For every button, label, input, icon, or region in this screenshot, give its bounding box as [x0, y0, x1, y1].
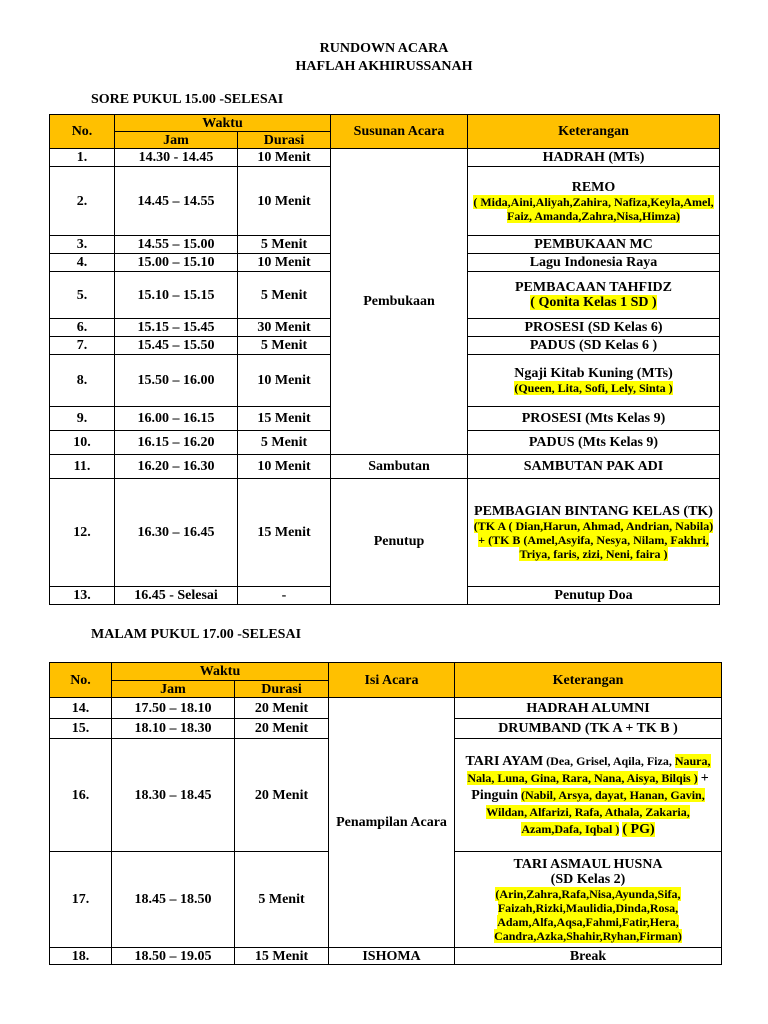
header-keterangan: Keterangan [455, 663, 722, 698]
schedule-table-malam [49, 662, 722, 965]
row-durasi: 5 Menit [238, 272, 331, 319]
row-keterangan [468, 272, 720, 319]
row-durasi: 5 Menit [235, 852, 329, 948]
row-durasi: 10 Menit [238, 149, 331, 167]
performer-names-text: (TK A ( Dian,Harun, Ahmad, Andrian, Nabila) + (TK B (Amel,Asyifa, Nesya, Nilam, Fakhri, Triya, faris, zizi, Neni, faira ) [473, 519, 714, 561]
row-durasi: 20 Menit [235, 739, 329, 852]
row-keterangan [468, 167, 720, 236]
row-durasi: 15 Menit [238, 407, 331, 431]
row-durasi: 5 Menit [238, 431, 331, 455]
row-keterangan [468, 355, 720, 407]
row-jam: 16.15 – 16.20 [115, 431, 238, 455]
group-ishoma: ISHOMA [329, 948, 455, 965]
row-durasi: 10 Menit [238, 355, 331, 407]
schedule-table-sore [49, 114, 720, 605]
row-keterangan: HADRAH ALUMNI [455, 698, 722, 719]
row-no: 3. [50, 236, 115, 254]
row-no: 11. [50, 455, 115, 479]
row-keterangan: PROSESI (SD Kelas 6) [468, 319, 720, 337]
row-no: 7. [50, 337, 115, 355]
header-durasi: Durasi [238, 132, 331, 149]
row-ket-title: TARI AYAM [465, 753, 544, 769]
table-row [50, 479, 720, 587]
row-no: 4. [50, 254, 115, 272]
section-title-malam: MALAM PUKUL 17.00 -SELESAI [91, 627, 302, 642]
row-keterangan: Break [455, 948, 722, 965]
performer-names [470, 295, 717, 310]
performer-names-2: Naura, Nala, Luna, Gina, Rara, Nana, Aisya, Bilqis ) [467, 753, 711, 785]
row-jam: 17.50 – 18.10 [112, 698, 235, 719]
row-no: 14. [50, 698, 112, 719]
row-no: 12. [50, 479, 115, 587]
row-durasi: 15 Menit [235, 948, 329, 965]
performer-names-text: ( Mida,Aini,Aliyah,Zahira, Nafiza,Keyla,Amel, Faiz, Amanda,Zahra,Nisa,Himza) [473, 194, 714, 223]
document-title-line1: RUNDOWN ACARA [319, 41, 449, 56]
row-durasi: 20 Menit [235, 698, 329, 719]
row-durasi: 15 Menit [238, 479, 331, 587]
row-no: 18. [50, 948, 112, 965]
row-keterangan: Lagu Indonesia Raya [468, 254, 720, 272]
performer-names-3: (Nabil, Arsya, dayat, Hanan, Gavin, Wildan, Alfarizi, Rafa, Athala, Zakaria, Azam,Dafa, Iqbal ) [486, 787, 705, 836]
row-no: 13. [50, 587, 115, 605]
row-no: 2. [50, 167, 115, 236]
row-durasi: 5 Menit [238, 236, 331, 254]
row-no: 17. [50, 852, 112, 948]
group-penampilan: Penampilan Acara [329, 698, 455, 948]
row-durasi: 10 Menit [238, 167, 331, 236]
table-row [50, 698, 722, 719]
row-jam: 15.15 – 15.45 [115, 319, 238, 337]
row-jam: 16.45 - Selesai [115, 587, 238, 605]
row-jam: 14.45 – 14.55 [115, 167, 238, 236]
row-durasi: 30 Menit [238, 319, 331, 337]
table-row [50, 455, 720, 479]
header-acara: Isi Acara [329, 663, 455, 698]
row-keterangan [455, 852, 722, 948]
row-jam: 16.00 – 16.15 [115, 407, 238, 431]
performer-group-pg: ( PG) [622, 821, 655, 837]
row-keterangan: SAMBUTAN PAK ADI [468, 455, 720, 479]
header-durasi: Durasi [235, 681, 329, 698]
row-jam: 15.10 – 15.15 [115, 272, 238, 319]
row-ket-title: PEMBACAAN TAHFIDZ [515, 280, 672, 295]
header-no: No. [50, 663, 112, 698]
row-no: 1. [50, 149, 115, 167]
row-jam: 18.50 – 19.05 [112, 948, 235, 965]
performer-names [457, 887, 719, 943]
row-jam: 16.30 – 16.45 [115, 479, 238, 587]
header-jam: Jam [112, 681, 235, 698]
row-ket-title: PEMBAGIAN BINTANG KELAS (TK) [474, 504, 713, 519]
row-keterangan: PROSESI (Mts Kelas 9) [468, 407, 720, 431]
row-keterangan: PEMBUKAAN MC [468, 236, 720, 254]
row-no: 5. [50, 272, 115, 319]
row-no: 16. [50, 739, 112, 852]
table-row [50, 149, 720, 167]
row-durasi: 10 Menit [238, 455, 331, 479]
row-jam: 18.45 – 18.50 [112, 852, 235, 948]
section-title-sore: SORE PUKUL 15.00 -SELESAI [91, 92, 284, 107]
table-row [50, 948, 722, 965]
row-ket-subtitle: (SD Kelas 2) [550, 871, 626, 887]
row-keterangan: PADUS (SD Kelas 6 ) [468, 337, 720, 355]
row-no: 6. [50, 319, 115, 337]
performer-names-text: (Queen, Lita, Sofi, Lely, Sinta ) [514, 381, 673, 395]
row-keterangan [455, 739, 722, 852]
performer-names [470, 381, 717, 395]
header-jam: Jam [115, 132, 238, 149]
row-no: 8. [50, 355, 115, 407]
row-jam: 16.20 – 16.30 [115, 455, 238, 479]
row-jam: 15.45 – 15.50 [115, 337, 238, 355]
header-waktu: Waktu [115, 115, 331, 132]
row-keterangan: PADUS (Mts Kelas 9) [468, 431, 720, 455]
row-ket-title: Ngaji Kitab Kuning (MTs) [514, 366, 673, 381]
performer-names [470, 519, 717, 561]
row-jam: 15.50 – 16.00 [115, 355, 238, 407]
row-durasi: 20 Menit [235, 719, 329, 739]
row-no: 10. [50, 431, 115, 455]
row-durasi: 5 Menit [238, 337, 331, 355]
group-pembukaan: Pembukaan [331, 149, 468, 455]
row-jam: 18.10 – 18.30 [112, 719, 235, 739]
row-keterangan: HADRAH (MTs) [468, 149, 720, 167]
performer-names-text: ( Qonita Kelas 1 SD ) [530, 295, 657, 310]
performer-names [470, 195, 717, 223]
row-jam: 14.30 - 14.45 [115, 149, 238, 167]
row-no: 9. [50, 407, 115, 431]
document-title-line2: HAFLAH AKHIRUSSANAH [295, 59, 473, 74]
header-acara: Susunan Acara [331, 115, 468, 149]
group-sambutan: Sambutan [331, 455, 468, 479]
group-penutup: Penutup [331, 479, 468, 605]
row-keterangan: DRUMBAND (TK A + TK B ) [455, 719, 722, 739]
row-jam: 14.55 – 15.00 [115, 236, 238, 254]
performer-names-text: (Arin,Zahra,Rafa,Nisa,Ayunda,Sifa, Faizah,Rizki,Maulidia,Dinda,Rosa, Adam,Alfa,Aqsa,Fahmi,Fatir,Hera, Candra,Azka,Shahir,Ryhan,Firman) [494, 886, 682, 943]
row-no: 15. [50, 719, 112, 739]
performer-names-1: (Dea, Grisel, Aqila, Fiza, [546, 753, 672, 768]
header-no: No. [50, 115, 115, 149]
row-ket-title: TARI ASMAUL HUSNA [513, 856, 663, 872]
performer-group-pinguin: + Pinguin [471, 770, 709, 803]
row-keterangan: Penutup Doa [468, 587, 720, 605]
header-keterangan: Keterangan [468, 115, 720, 149]
header-waktu: Waktu [112, 663, 329, 681]
row-jam: 15.00 – 15.10 [115, 254, 238, 272]
row-keterangan [468, 479, 720, 587]
row-ket-title: REMO [571, 179, 616, 195]
row-durasi: - [238, 587, 331, 605]
row-durasi: 10 Menit [238, 254, 331, 272]
row-jam: 18.30 – 18.45 [112, 739, 235, 852]
